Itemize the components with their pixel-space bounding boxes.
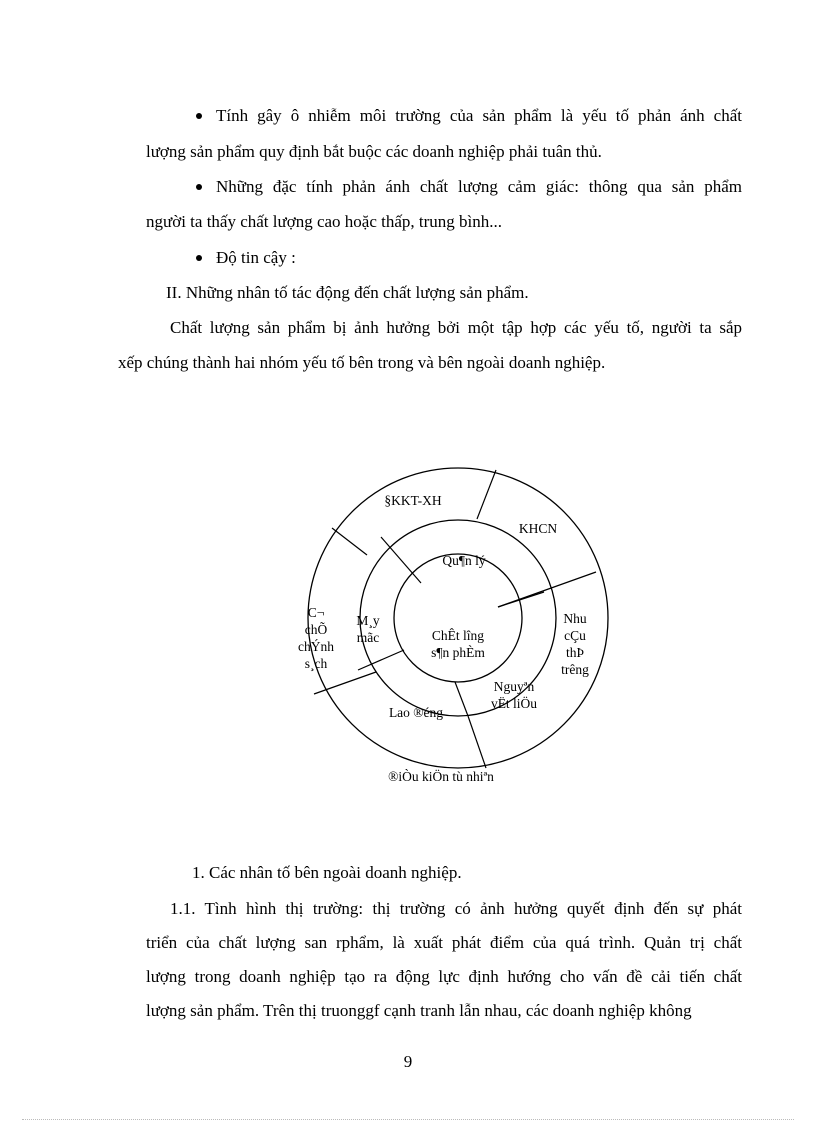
bullet-1-line-1: Tính gây ô nhiễm môi trường của sản phẩm là yếu tố phản ánh chất	[216, 106, 742, 125]
outer-label-dieu-kien-tu-nhien: ®iÒu kiÖn tù nhiªn	[388, 769, 494, 784]
bullet-2-line-1: Những đặc tính phản ánh chất lượng cảm giác: thông qua sản phẩm	[216, 177, 742, 196]
bullet-marker	[196, 113, 202, 119]
inner-label-quan-ly: Qu¶n lý	[442, 553, 486, 568]
paragraph-1-line-1: Chất lượng sản phẩm bị ảnh hưởng bởi một tập hợp các yếu tố, người ta sắp	[170, 318, 742, 337]
page-number: 9	[403, 1052, 413, 1071]
divider-line	[455, 682, 468, 716]
paragraph-1-line-2: xếp chúng thành hai nhóm yếu tố bên trong và bên ngoài doanh nghiệp.	[118, 353, 606, 372]
divider-line	[381, 537, 421, 583]
page-bottom-border	[22, 1119, 794, 1120]
inner-label-lao-dong: Lao ®éng	[388, 705, 444, 720]
bullet-marker	[196, 184, 202, 190]
inner-label-may-moc: M¸y mãc	[356, 613, 380, 645]
center-label: ChÊt lîng s¶n phÈm	[431, 628, 485, 660]
divider-line	[332, 528, 367, 555]
paragraph-2-line-3: lượng trong doanh nghiệp tạo ra động lực định hướng cho vấn đề cải tiến chất	[146, 967, 742, 986]
paragraph-2-line-4: lượng sản phẩm. Trên thị truonggf cạnh tranh lẫn nhau, các doanh nghiệp không	[146, 1001, 692, 1020]
bullet-3-line-1: Độ tin cậy :	[216, 248, 296, 267]
outer-label-co-che-chinh-sach: C¬ chÕ chÝnh s¸ch	[298, 605, 334, 671]
quality-factors-diagram	[296, 452, 616, 782]
divider-line	[358, 650, 404, 670]
paragraph-2-line-2: triển của chất lượng san rphẩm, là xuất phát điểm của quá trình. Quản trị chất	[146, 933, 742, 952]
outer-label-khcn: KHCN	[518, 521, 558, 536]
divider-line	[477, 470, 496, 519]
divider-line	[468, 716, 486, 768]
outer-label-nhu-cau-thi-truong: Nhu cÇu thÞ trêng	[561, 611, 589, 677]
bullet-marker	[196, 255, 202, 261]
bullet-1-line-2: lượng sản phẩm quy định bắt buộc các doanh nghiệp phải tuân thủ.	[146, 142, 602, 161]
section-heading-1: 1. Các nhân tố bên ngoài doanh nghiệp.	[192, 863, 462, 882]
inner-label-nguyen-vat-lieu: Nguyªn vËt liÖu	[490, 679, 538, 711]
section-heading-ii: II. Những nhân tố tác động đến chất lượng sản phẩm.	[166, 283, 529, 302]
outer-label-dkkt-xh: §KKT-XH	[384, 493, 442, 508]
bullet-2-line-2: người ta thấy chất lượng cao hoặc thấp, trung bình...	[146, 212, 503, 231]
paragraph-2-line-1: 1.1. Tình hình thị trường: thị trường có ảnh hưởng quyết định đến sự phát	[170, 899, 742, 918]
